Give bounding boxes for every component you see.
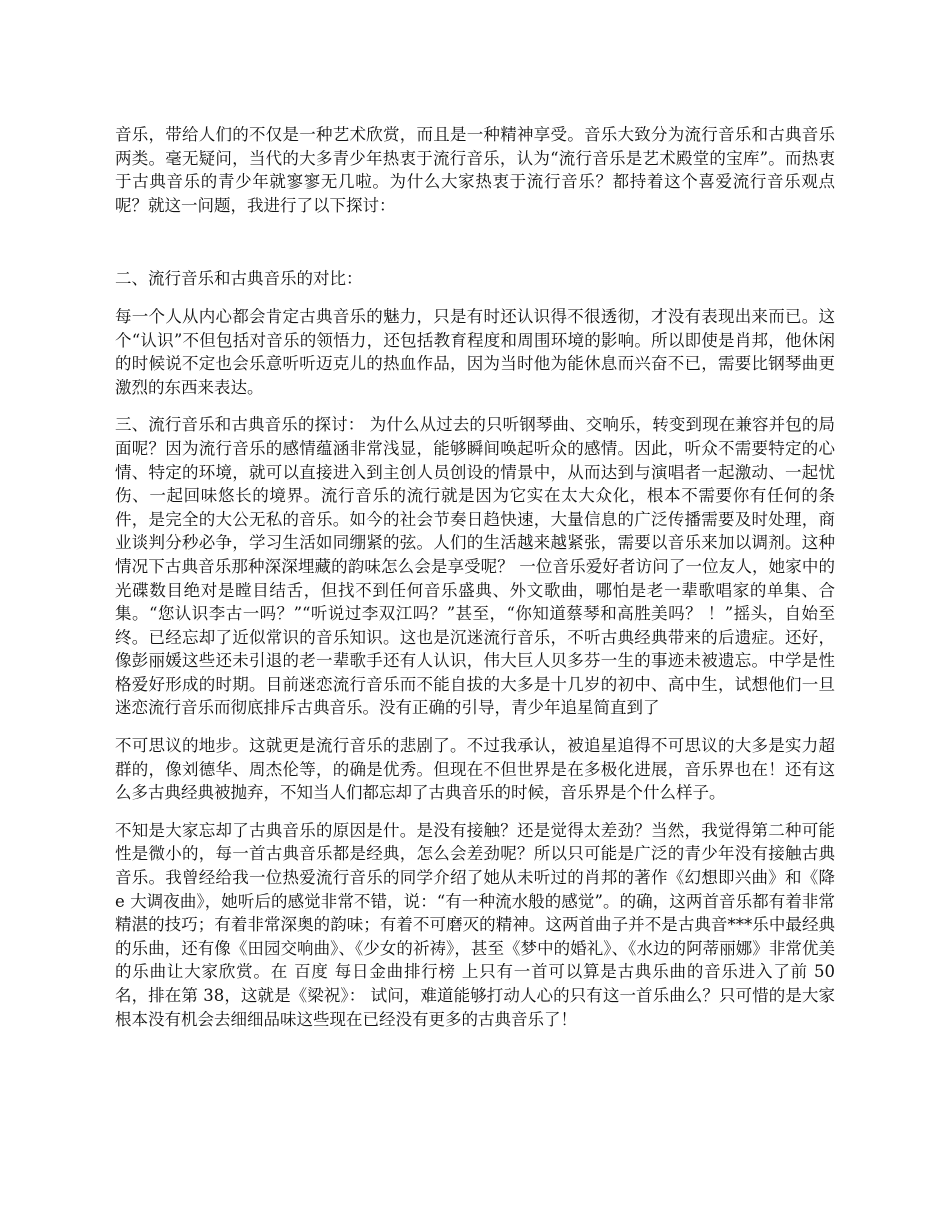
section-three-paragraph: 三、流行音乐和古典音乐的探讨： 为什么从过去的只听钢琴曲、交响乐，转变到现在兼容并包的局面呢？因为流行音乐的感情蕴涵非常浅显，能够瞬间唤起听众的感情。因此，听众不需要特定的心情、特定的环境，就可以直接进入到主创人员创设的情景中，从而达到与演唱者一起激动、一起忧伤、一起回味悠长的境界。流行音乐的流行就是因为它实在太大众化，根本不需要你有任何的条件，是完全的大公无私的音乐。如今的社会节奏日趋快速，大量信息的广泛传播需要及时处理，商业谈判分秒必争，学习生活如同绷紧的弦。人们的生活越来越紧张，需要以音乐来加以调剂。这种情况下古典音乐那种深深埋藏的韵味怎么会是享受呢？ 一位音乐爱好者访问了一位友人，她家中的光碟数目绝对是瞠目结舌，但找不到任何音乐盛典、外文歌曲，哪怕是老一辈歌唱家的单集、合集。“您认识李古一吗？”“听说过李双江吗？”甚至，“你知道蔡琴和高胜美吗？ ！”摇头，自始至终。已经忘却了近似常识的音乐知识。这也是沉迷流行音乐，不听古典经典带来的后遗症。还好，像彭丽媛这些还未引退的老一辈歌手还有人认识，伟大巨人贝多芬一生的事迹未被遗忘。中学是性格爱好形成的时期。目前迷恋流行音乐而不能自拔的大多是十几岁的初中、高中生，试想他们一旦迷恋流行音乐而彻底排斥古典音乐。没有正确的引导，青少年追星简直到了: [115, 415, 835, 718]
idol-paragraph: 不可思议的地步。这就更是流行音乐的悲剧了。不过我承认，被追星追得不可思议的大多是实力超群的，像刘德华、周杰伦等，的确是优秀。但现在不但世界是在多极化进展，音乐界也在！还有这么多古典经典被抛弃，不知当人们都忘却了古典音乐的时候，音乐界是个什么样子。: [115, 736, 835, 803]
document-body: [115, 123, 835, 1045]
closing-paragraph: 不知是大家忘却了古典音乐的原因是什。是没有接触？还是觉得太差劲？当然，我觉得第二种可能性是微小的，每一首古典音乐都是经典，怎么会差劲呢？所以只可能是广泛的青少年没有接触古典音乐。我曾经给我一位热爱流行音乐的同学介绍了她从未听过的肖邦的著作《幻想即兴曲》和《降 e 大调夜曲》，她听后的感觉非常不错，说：“有一种流水般的感觉”。的确，这两首音乐都有着非常精湛的技巧；有着非常深奥的韵味；有着不可磨灭的精神。这两首曲子并不是古典音***乐中最经典的乐曲，还有像《田园交响曲》、《少女的祈祷》，甚至《梦中的婚礼》、《水边的阿蒂丽娜》非常优美的乐曲让大家欣赏。在 百度 每日金曲排行榜 上只有一首可以算是古典乐曲的音乐进入了前 50 名，排在第 38，这就是《梁祝》： 试问，难道能够打动人心的只有这一首乐曲么？只可惜的是大家根本没有机会去细细品味这些现在已经没有更多的古典音乐了！: [115, 820, 835, 1029]
section-two-heading: 二、流行音乐和古典音乐的对比：: [115, 269, 363, 289]
blank-spacer: [115, 231, 835, 267]
intro-paragraph: 音乐，带给人们的不仅是一种艺术欣赏，而且是一种精神享受。音乐大致分为流行音乐和古典音乐两类。毫无疑问，当代的大多青少年热衷于流行音乐，认为“流行音乐是艺术殿堂的宝库”。而热衷于古典音乐的青少年就寥寥无几啦。为什么大家热衷于流行音乐？都持着这个喜爱流行音乐观点呢？就这一问题，我进行了以下探讨：: [115, 125, 835, 215]
comparison-paragraph: 每一个人从内心都会肯定古典音乐的魅力，只是有时还认识得不很透彻，才没有表现出来而已。这个“认识”不但包括对音乐的领悟力，还包括教育程度和周围环境的影响。所以即使是肖邦，他休闲的时候说不定也会乐意听听迈克儿的热血作品，因为当时他为能休息而兴奋不已，需要比钢琴曲更激烈的东西来表达。: [115, 306, 835, 397]
